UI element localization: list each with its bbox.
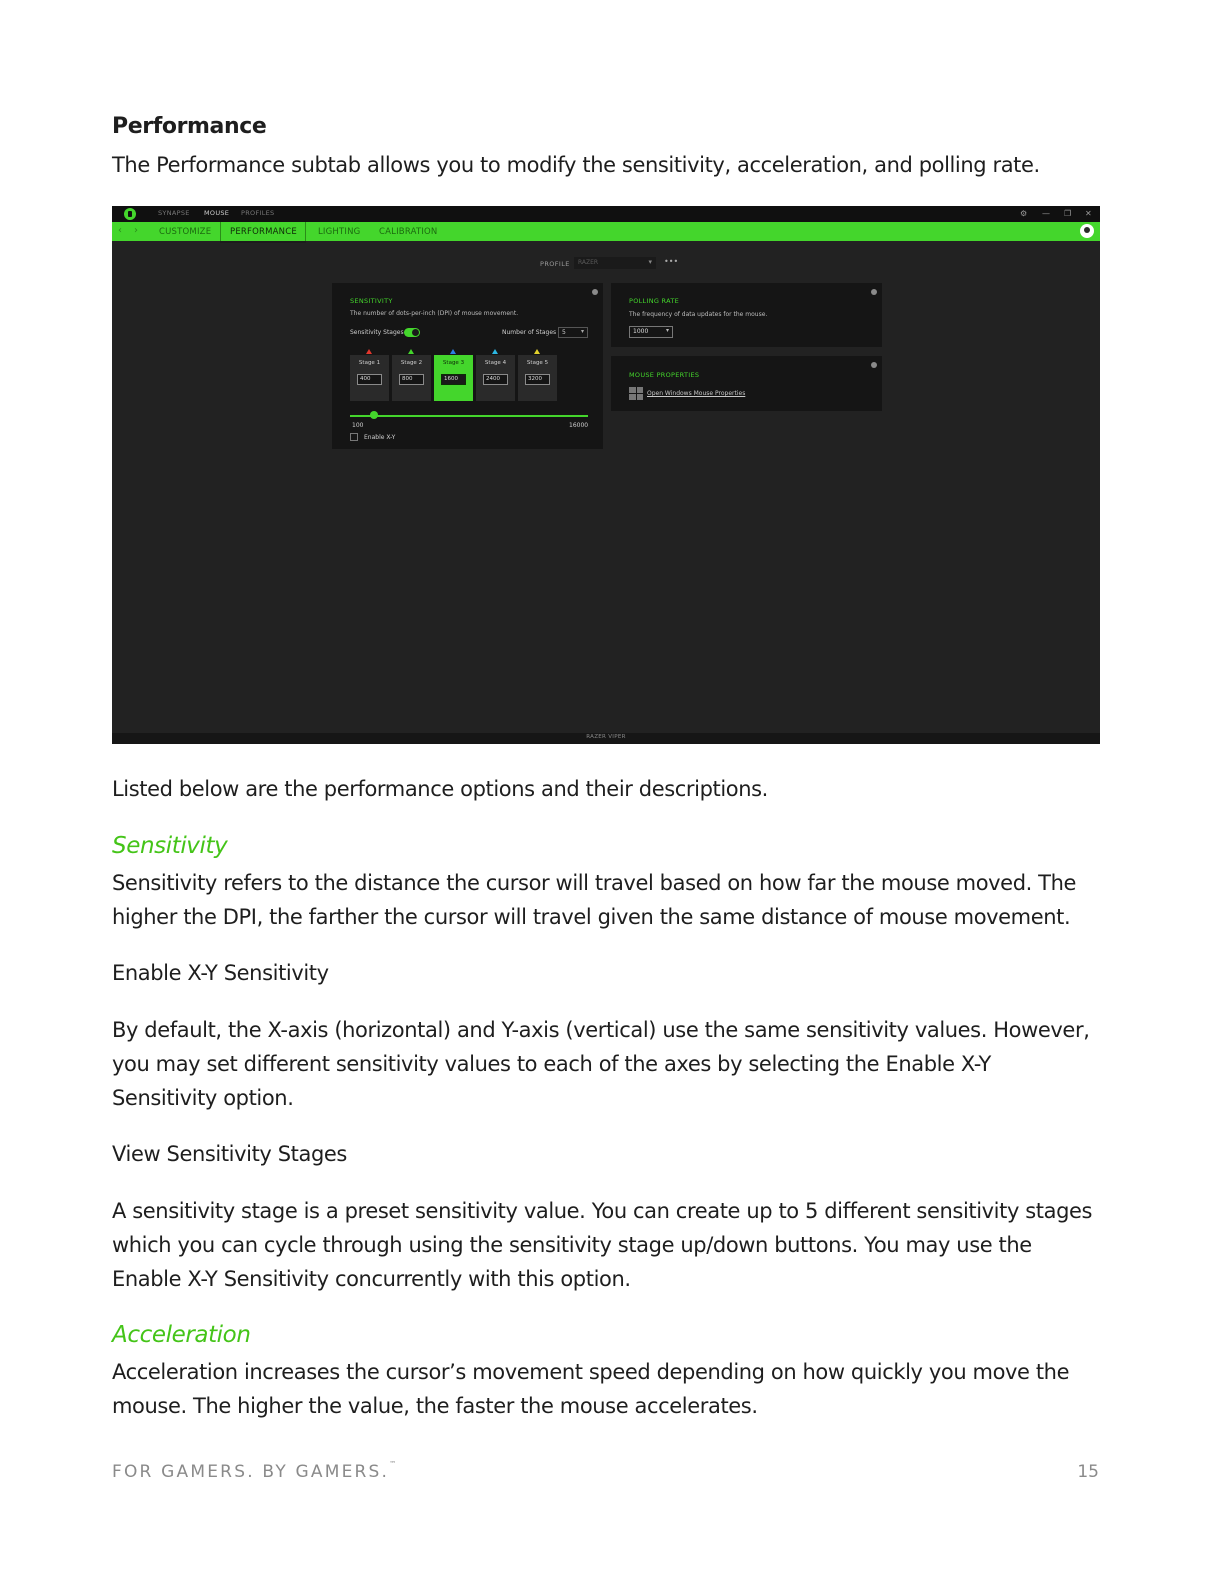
maximize-icon[interactable]: ❐	[1064, 209, 1072, 218]
polling-rate-description: The frequency of data updates for the mouse.	[629, 311, 768, 318]
profile-dropdown[interactable]	[574, 257, 656, 269]
slider-max-label: 16000	[569, 422, 589, 429]
view-stages-heading: View Sensitivity Stages	[112, 1142, 347, 1166]
open-mouse-properties-link[interactable]: Open Windows Mouse Properties	[647, 390, 746, 397]
trademark-mark: ™	[389, 1460, 397, 1468]
stage-label: Stage 5	[526, 360, 549, 366]
stage-indicator-icon	[450, 349, 456, 354]
stage-tile[interactable]	[350, 355, 389, 401]
number-of-stages-value: 5	[562, 329, 566, 336]
subtab-calibration[interactable]: CALIBRATION	[379, 227, 438, 237]
chevron-down-icon: ▾	[665, 327, 669, 334]
sensitivity-paragraph: Sensitivity refers to the distance the cursor will travel based on how far the mouse moved. The higher the DPI, the farther the cursor will travel given the same distance of mouse movement.	[112, 871, 1077, 929]
page-number: 15	[1077, 1462, 1099, 1482]
sensitivity-description: The number of dots-per-inch (DPI) of mouse movement.	[350, 310, 519, 317]
polling-rate-title: POLLING RATE	[629, 297, 680, 305]
device-status-bar	[112, 733, 1100, 744]
mouse-properties-title: MOUSE PROPERTIES	[629, 371, 700, 379]
stage-indicator-icon	[492, 349, 498, 354]
sensitivity-stages-toggle[interactable]	[404, 328, 420, 337]
back-arrow-icon[interactable]: ‹	[118, 225, 122, 236]
synapse-window-screenshot	[112, 206, 1100, 744]
enable-xy-label: Enable X-Y	[364, 434, 396, 441]
active-subtab-underline	[220, 241, 306, 243]
number-of-stages-dropdown[interactable]	[558, 327, 588, 338]
polling-rate-card	[611, 283, 882, 347]
sensitivity-card	[332, 283, 603, 449]
windows-logo-icon	[629, 387, 643, 400]
info-icon[interactable]	[871, 289, 877, 295]
options-intro: Listed below are the performance options and their descriptions.	[112, 777, 768, 801]
stage-tile[interactable]	[518, 355, 557, 401]
chevron-down-icon: ▾	[648, 258, 652, 266]
stage-dpi-input[interactable]: 400	[357, 374, 382, 385]
stage-tile[interactable]	[434, 355, 473, 401]
settings-icon[interactable]: ⚙	[1020, 209, 1028, 218]
polling-rate-dropdown[interactable]	[629, 326, 673, 338]
view-stages-paragraph: A sensitivity stage is a preset sensitivity value. You can create up to 5 different sensitivity stages which you can cycle through using the sensitivity stage up/down buttons. You may use the Enable X-Y Sensitivity concurrently with this option.	[112, 1199, 1093, 1291]
forward-arrow-icon[interactable]: ›	[134, 225, 138, 236]
sensitivity-heading: Sensitivity	[112, 833, 228, 859]
tab-synapse[interactable]: SYNAPSE	[158, 209, 190, 217]
number-of-stages-label: Number of Stages	[502, 329, 557, 336]
stage-dpi-input[interactable]: 3200	[525, 374, 550, 385]
stage-indicator-icon	[408, 349, 414, 354]
stage-label: Stage 2	[400, 360, 423, 366]
stage-indicator-icon	[534, 349, 540, 354]
enable-xy-checkbox[interactable]	[350, 433, 358, 441]
info-icon[interactable]	[871, 362, 877, 368]
stage-label: Stage 3	[442, 360, 465, 366]
intro-paragraph: The Performance subtab allows you to modify the sensitivity, acceleration, and polling rate.	[112, 153, 1040, 177]
profile-label: PROFILE	[540, 260, 570, 268]
stage-dpi-input[interactable]: 2400	[483, 374, 508, 385]
user-avatar-icon[interactable]	[1080, 224, 1094, 238]
profile-value: RAZER	[578, 259, 599, 266]
minimize-icon[interactable]: —	[1042, 209, 1050, 218]
stage-label: Stage 4	[484, 360, 507, 366]
stage-indicator-icon	[366, 349, 372, 354]
stage-dpi-input[interactable]: 1600	[441, 374, 466, 385]
stage-label: Stage 1	[358, 360, 381, 366]
chevron-down-icon: ▾	[580, 328, 584, 335]
tab-mouse[interactable]: MOUSE	[204, 209, 230, 217]
subtab-lighting[interactable]: LIGHTING	[318, 227, 361, 237]
title-bar	[112, 206, 1100, 222]
subtab-performance[interactable]: PERFORMANCE	[230, 227, 297, 237]
polling-rate-value: 1000	[633, 328, 649, 335]
more-options-icon[interactable]: •••	[664, 257, 679, 266]
sensitivity-slider-track[interactable]	[350, 415, 588, 417]
sensitivity-slider-handle[interactable]	[370, 411, 378, 419]
active-subtab-outline	[220, 222, 306, 242]
device-name: RAZER VIPER	[586, 734, 626, 740]
footer-tagline	[112, 1462, 396, 1482]
mouse-properties-card	[611, 356, 882, 411]
enable-xy-paragraph: By default, the X-axis (horizontal) and Y-axis (vertical) use the same sensitivity values. However, you may set different sensitivity values to each of the axes by selecting the Enable X-Y Sensitivity option.	[112, 1018, 1090, 1110]
sensitivity-stages-label: Sensitivity Stages	[350, 329, 404, 336]
acceleration-paragraph: Acceleration increases the cursor’s movement speed depending on how quickly you move the mouse. The higher the value, the faster the mouse accelerates.	[112, 1360, 1070, 1418]
close-icon[interactable]: ✕	[1085, 209, 1092, 218]
stage-tile[interactable]	[476, 355, 515, 401]
subtab-customize[interactable]: CUSTOMIZE	[159, 227, 212, 237]
acceleration-heading: Acceleration	[112, 1322, 251, 1348]
sensitivity-title: SENSITIVITY	[350, 297, 393, 305]
slider-min-label: 100	[352, 422, 364, 429]
tagline-text: FOR GAMERS. BY GAMERS.	[112, 1462, 390, 1482]
stage-dpi-input[interactable]: 800	[399, 374, 424, 385]
info-icon[interactable]	[592, 289, 598, 295]
enable-xy-heading: Enable X-Y Sensitivity	[112, 961, 329, 985]
stage-tile[interactable]	[392, 355, 431, 401]
section-heading: Performance	[112, 114, 267, 139]
tab-profiles[interactable]: PROFILES	[241, 209, 275, 217]
razer-logo-icon	[124, 208, 136, 220]
